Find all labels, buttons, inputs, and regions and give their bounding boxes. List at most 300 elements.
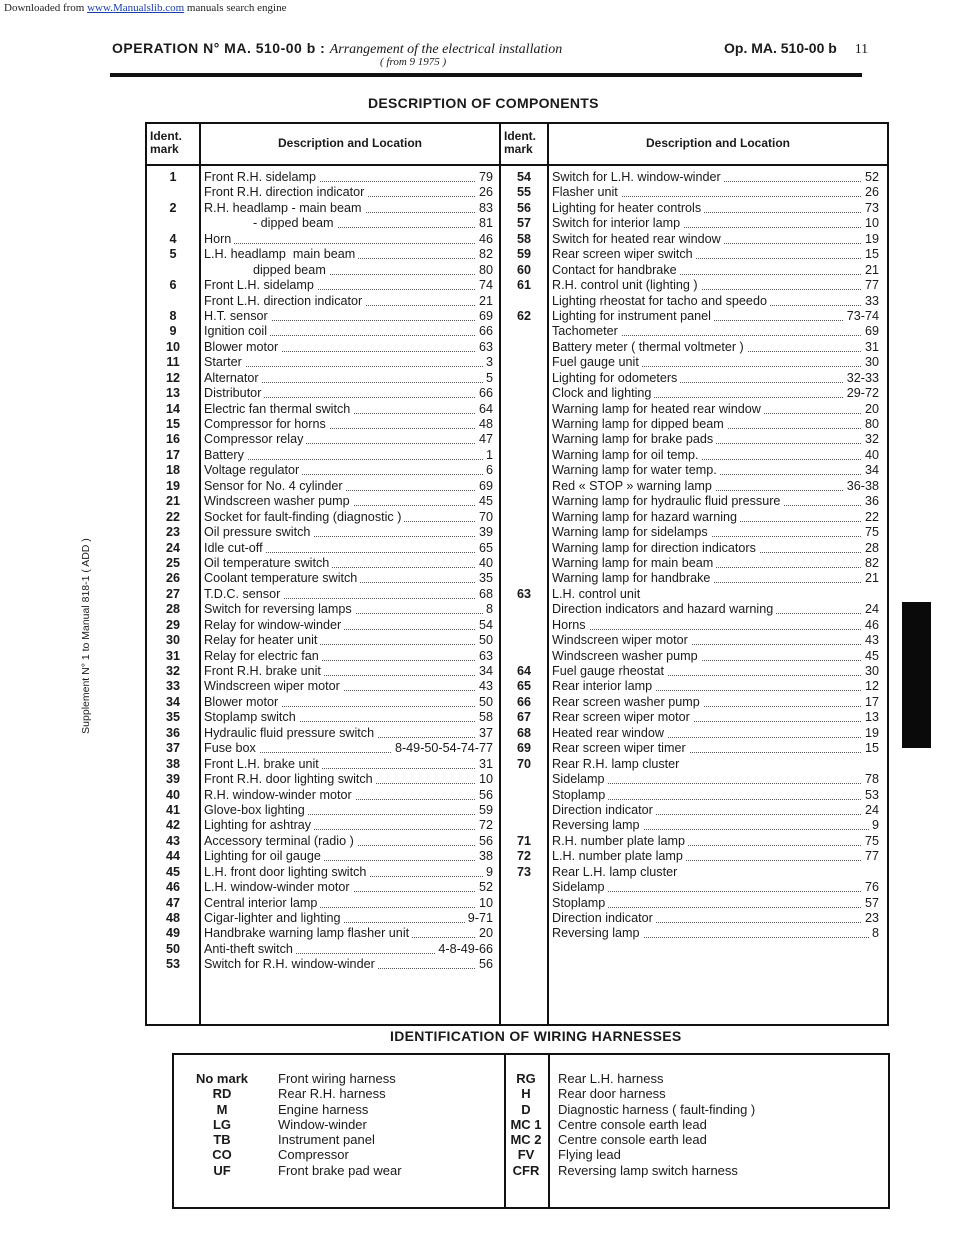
component-row — [501, 247, 885, 262]
component-name: Warning lamp for oil temp. — [552, 448, 702, 462]
component-name: Flasher unit — [552, 185, 621, 199]
component-description — [204, 602, 493, 617]
manualslib-link[interactable]: www.Manualslib.com — [87, 2, 185, 14]
harness-name: Instrument panel — [278, 1132, 375, 1148]
ident-mark: 28 — [165, 602, 180, 617]
location-ref: 8 — [869, 926, 879, 941]
component-name: T.D.C. sensor — [204, 587, 283, 601]
ident-mark: 54 — [516, 170, 531, 184]
ident-mark: 49 — [165, 926, 180, 941]
ident-mark: 64 — [516, 664, 531, 678]
component-row — [147, 556, 499, 571]
component-name: dipped beam — [204, 263, 329, 277]
component-description — [552, 309, 879, 324]
ident-mark: 47 — [165, 895, 180, 910]
location-ref: 68 — [476, 587, 493, 602]
component-description — [204, 263, 493, 278]
harness-code: TB — [213, 1132, 231, 1148]
location-ref: 59 — [476, 803, 493, 818]
component-row — [501, 309, 885, 324]
component-row — [147, 541, 499, 556]
component-description — [552, 263, 879, 278]
component-row — [501, 232, 885, 247]
leader-dots — [552, 629, 879, 630]
location-ref: 21 — [862, 263, 879, 278]
leader-dots — [204, 366, 493, 367]
component-description — [552, 201, 879, 216]
location-ref: 48 — [476, 417, 493, 432]
component-description — [204, 371, 493, 386]
location-ref: 43 — [476, 679, 493, 694]
component-row — [501, 726, 885, 741]
component-description — [552, 803, 879, 818]
location-ref: 24 — [862, 803, 879, 818]
component-description — [204, 494, 493, 509]
component-description — [552, 417, 879, 432]
location-ref: 17 — [862, 695, 879, 710]
component-name: Stoplamp — [552, 788, 608, 802]
component-description — [204, 679, 493, 694]
component-name: Sidelamp — [552, 880, 608, 894]
harness-name: Engine harness — [278, 1101, 369, 1117]
component-description — [552, 757, 879, 772]
ident-mark: 48 — [165, 911, 180, 925]
ident-mark: 16 — [165, 432, 180, 447]
component-description — [552, 571, 879, 586]
component-description — [204, 201, 493, 216]
header-desc-right: Description and Location — [645, 136, 790, 150]
component-name: Front R.H. direction indicator — [204, 185, 367, 199]
operation-description: Arrangement of the electrical installation — [329, 42, 563, 57]
location-ref: 30 — [862, 664, 879, 679]
location-ref: 21 — [862, 571, 879, 586]
component-row — [147, 386, 499, 401]
component-name: L.H. control unit — [552, 587, 643, 601]
component-name: Windscreen washer pump — [552, 649, 701, 663]
component-name: Front R.H. brake unit — [204, 664, 324, 678]
component-name: Sidelamp — [552, 772, 608, 786]
component-description — [552, 679, 879, 694]
component-row — [501, 849, 885, 864]
harness-code: RD — [212, 1086, 232, 1102]
harness-name: Compressor — [278, 1147, 349, 1163]
component-description — [552, 896, 879, 911]
ident-mark: 25 — [165, 555, 180, 570]
component-name: Reversing lamp — [552, 818, 643, 832]
component-description — [552, 463, 879, 478]
harness-name: Rear L.H. harness — [558, 1071, 664, 1086]
component-description — [552, 633, 879, 648]
component-row — [501, 340, 885, 355]
harnesses-table — [172, 1053, 890, 1209]
component-name: Alternator — [204, 371, 262, 385]
component-description — [204, 788, 493, 803]
ident-mark: 8 — [169, 308, 177, 323]
harness-left-names — [278, 1071, 502, 1178]
component-name: Battery meter ( thermal voltmeter ) — [552, 340, 747, 354]
ident-mark: 27 — [165, 586, 180, 601]
component-name: Starter — [204, 355, 245, 369]
location-ref: 9 — [483, 865, 493, 880]
component-name: Switch for heated rear window — [552, 232, 724, 246]
ident-mark: 35 — [165, 710, 180, 725]
location-ref: 9-71 — [465, 911, 493, 926]
location-ref: 50 — [476, 695, 493, 710]
component-description — [552, 618, 879, 633]
component-description — [204, 170, 493, 185]
ident-mark: 72 — [516, 849, 531, 864]
component-description — [552, 386, 879, 401]
component-row — [501, 278, 885, 293]
location-ref: 29-72 — [844, 386, 879, 401]
component-name: Relay for heater unit — [204, 633, 320, 647]
ident-mark: 40 — [165, 787, 180, 802]
component-row — [501, 371, 885, 386]
component-name: Cigar-lighter and lighting — [204, 911, 344, 925]
component-row — [147, 957, 499, 972]
component-description — [552, 278, 879, 293]
component-row — [147, 587, 499, 602]
header-ident-left: Ident. mark — [150, 129, 182, 156]
ident-mark: 1 — [169, 170, 177, 184]
component-row — [501, 417, 885, 432]
ident-mark: 15 — [165, 417, 180, 431]
components-table — [145, 122, 889, 1026]
component-description — [552, 247, 879, 262]
component-name: Lighting rheostat for tacho and speedo — [552, 294, 770, 308]
component-description — [204, 340, 493, 355]
location-ref: 69 — [862, 324, 879, 339]
location-ref: 15 — [862, 741, 879, 756]
component-description — [552, 865, 879, 880]
ident-mark: 2 — [169, 200, 177, 215]
location-ref: 77 — [862, 278, 879, 293]
component-row — [147, 849, 499, 864]
location-ref: 63 — [476, 649, 493, 664]
component-name: Rear R.H. lamp cluster — [552, 757, 682, 771]
component-description — [204, 865, 493, 880]
component-row — [147, 185, 499, 200]
component-description — [552, 402, 879, 417]
ident-mark: 34 — [165, 694, 180, 709]
location-ref: 66 — [476, 324, 493, 339]
harness-right-names — [558, 1071, 878, 1178]
harness-code: FV — [517, 1147, 535, 1163]
component-name: Central interior lamp — [204, 896, 320, 910]
component-row — [147, 201, 499, 216]
component-row — [147, 710, 499, 725]
component-row — [147, 618, 499, 633]
component-row — [501, 386, 885, 401]
component-description — [204, 294, 493, 309]
location-ref: 52 — [862, 170, 879, 185]
component-name: Warning lamp for brake pads — [552, 432, 716, 446]
component-name: Relay for window-winder — [204, 618, 344, 632]
component-name: Compressor relay — [204, 432, 306, 446]
location-ref: 26 — [862, 185, 879, 200]
harness-right-codes — [504, 1071, 548, 1178]
location-ref: 58 — [476, 710, 493, 725]
location-ref: 28 — [862, 541, 879, 556]
component-description — [552, 710, 879, 725]
ident-mark: 9 — [169, 324, 177, 339]
component-row — [147, 448, 499, 463]
component-row — [501, 633, 885, 648]
component-row — [147, 309, 499, 324]
location-ref: 73-74 — [844, 309, 879, 324]
components-right-list — [501, 170, 885, 942]
location-ref: 35 — [476, 571, 493, 586]
component-name: Rear screen wiper motor — [552, 710, 693, 724]
ident-mark: 17 — [165, 447, 180, 462]
component-row — [147, 463, 499, 478]
component-description — [552, 340, 879, 355]
component-row — [501, 926, 885, 941]
component-name: Warning lamp for main beam — [552, 556, 716, 570]
component-row — [147, 649, 499, 664]
component-description — [552, 911, 879, 926]
component-description — [204, 448, 493, 463]
component-name: Fuel gauge rheostat — [552, 664, 667, 678]
ident-mark: 36 — [165, 725, 180, 740]
component-name: Windscreen wiper motor — [552, 633, 691, 647]
component-name: Windscreen wiper motor — [204, 679, 343, 693]
component-description — [552, 432, 879, 447]
ident-mark: 55 — [516, 185, 531, 200]
location-ref: 82 — [476, 247, 493, 262]
ident-mark: 18 — [165, 463, 180, 478]
component-description — [552, 294, 879, 309]
components-title: DESCRIPTION OF COMPONENTS — [368, 95, 599, 111]
location-ref: 56 — [476, 834, 493, 849]
harnesses-title: IDENTIFICATION OF WIRING HARNESSES — [390, 1028, 682, 1044]
supplement-note-text: Supplement N° 1 to Manual 818-1 ( ADD ) — [80, 538, 92, 734]
harness-code: D — [521, 1101, 531, 1117]
component-name: Front L.H. sidelamp — [204, 278, 317, 292]
component-description — [204, 247, 493, 262]
component-row — [501, 695, 885, 710]
operation-code-header — [724, 40, 868, 58]
component-description — [552, 587, 879, 602]
component-row — [501, 402, 885, 417]
component-description — [204, 664, 493, 679]
component-row — [147, 834, 499, 849]
component-row — [501, 896, 885, 911]
component-row — [501, 170, 885, 185]
section-tab-marker — [902, 602, 931, 748]
location-ref: 72 — [476, 818, 493, 833]
harness-name: Centre console earth lead — [558, 1132, 707, 1148]
operation-title — [112, 40, 562, 58]
component-name: L.H. front door lighting switch — [204, 865, 369, 879]
harness-code: H — [521, 1086, 531, 1102]
component-row — [147, 324, 499, 339]
component-row — [147, 571, 499, 586]
component-description — [552, 525, 879, 540]
location-ref: 13 — [862, 710, 879, 725]
component-row — [147, 818, 499, 833]
component-description — [552, 849, 879, 864]
component-name: Lighting for oil gauge — [204, 849, 324, 863]
component-row — [147, 432, 499, 447]
ident-mark: 59 — [516, 247, 531, 262]
component-description — [552, 726, 879, 741]
component-name: Warning lamp for direction indicators — [552, 541, 759, 555]
component-description — [204, 232, 493, 247]
location-ref: 74 — [476, 278, 493, 293]
component-row — [147, 772, 499, 787]
location-ref: 69 — [476, 479, 493, 494]
component-name: L.H. number plate lamp — [552, 849, 686, 863]
component-name: Fuse box — [204, 741, 259, 755]
location-ref: 45 — [862, 649, 879, 664]
component-name: Direction indicator — [552, 911, 656, 925]
location-ref: 33 — [862, 294, 879, 309]
component-row — [147, 757, 499, 772]
harness-code: LG — [212, 1116, 232, 1132]
component-name: R.H. headlamp - main beam — [204, 201, 365, 215]
component-name: Reversing lamp — [552, 926, 643, 940]
component-row — [147, 803, 499, 818]
component-name: Stoplamp switch — [204, 710, 299, 724]
harness-code: M — [216, 1101, 228, 1117]
component-row — [501, 494, 885, 509]
component-row — [147, 679, 499, 694]
component-name: Oil pressure switch — [204, 525, 313, 539]
component-description — [204, 355, 493, 370]
component-row — [147, 788, 499, 803]
component-row — [147, 216, 499, 231]
component-description — [552, 448, 879, 463]
ident-mark: 63 — [516, 586, 531, 601]
component-description — [552, 216, 879, 231]
component-name: Warning lamp for heated rear window — [552, 402, 764, 416]
component-name: Battery — [204, 448, 247, 462]
component-row — [501, 479, 885, 494]
location-ref: 8-49-50-54-74-77 — [392, 741, 493, 756]
component-name: Front L.H. direction indicator — [204, 294, 365, 308]
component-row — [147, 479, 499, 494]
ident-mark: 69 — [516, 741, 531, 756]
component-description — [204, 896, 493, 911]
location-ref: 3 — [483, 355, 493, 370]
component-description — [552, 649, 879, 664]
component-name: Rear L.H. lamp cluster — [552, 865, 680, 879]
component-name: L.H. window-winder motor — [204, 880, 353, 894]
component-name: Blower motor — [204, 695, 281, 709]
component-row — [147, 340, 499, 355]
component-name: Rear screen wiper timer — [552, 741, 689, 755]
ident-mark: 61 — [516, 278, 531, 293]
component-row — [501, 571, 885, 586]
ident-mark: 14 — [165, 401, 180, 416]
component-description — [204, 957, 493, 972]
component-row — [147, 232, 499, 247]
location-ref: 40 — [476, 556, 493, 571]
component-name: Idle cut-off — [204, 541, 266, 555]
location-ref: 36 — [862, 494, 879, 509]
component-row — [147, 602, 499, 617]
component-description — [552, 479, 879, 494]
component-name: Hydraulic fluid pressure switch — [204, 726, 377, 740]
harness-code: No mark — [195, 1071, 249, 1086]
component-description — [204, 587, 493, 602]
location-ref: 15 — [862, 247, 879, 262]
location-ref: 75 — [862, 834, 879, 849]
component-description — [552, 355, 879, 370]
component-name: Sensor for No. 4 cylinder — [204, 479, 346, 493]
component-name: Horns — [552, 618, 589, 632]
component-name: Contact for handbrake — [552, 263, 680, 277]
operation-code: Op. MA. 510-00 b — [724, 40, 837, 56]
ident-mark: 62 — [516, 308, 531, 323]
component-row — [501, 510, 885, 525]
component-description — [204, 695, 493, 710]
component-description — [204, 185, 493, 200]
component-name: Warning lamp for sidelamps — [552, 525, 711, 539]
location-ref: 38 — [476, 849, 493, 864]
location-ref: 52 — [476, 880, 493, 895]
ident-mark: 66 — [516, 694, 531, 709]
component-description — [552, 926, 879, 941]
component-description — [204, 402, 493, 417]
component-name: Warning lamp for hazard warning — [552, 510, 740, 524]
supplement-note — [76, 540, 96, 740]
ident-mark: 39 — [165, 772, 180, 787]
component-description — [204, 926, 493, 941]
location-ref: 9 — [869, 818, 879, 833]
component-name: Direction indicator — [552, 803, 656, 817]
component-name: Warning lamp for water temp. — [552, 463, 720, 477]
component-description — [204, 479, 493, 494]
component-description — [204, 571, 493, 586]
ident-mark: 26 — [165, 571, 180, 586]
location-ref: 32-33 — [844, 371, 879, 386]
ident-mark: 70 — [516, 756, 531, 771]
component-row — [501, 432, 885, 447]
component-row — [501, 263, 885, 278]
component-description — [552, 185, 879, 200]
component-name: Front L.H. brake unit — [204, 757, 322, 771]
component-description — [204, 772, 493, 787]
location-ref: 20 — [476, 926, 493, 941]
component-description — [552, 834, 879, 849]
component-name: Stoplamp — [552, 896, 608, 910]
ident-mark: 46 — [165, 880, 180, 895]
ident-mark: 57 — [516, 216, 531, 231]
location-ref: 76 — [862, 880, 879, 895]
component-name: Warning lamp for handbrake — [552, 571, 713, 585]
location-ref: 80 — [476, 263, 493, 278]
ident-mark: 68 — [516, 725, 531, 740]
location-ref: 50 — [476, 633, 493, 648]
ident-mark: 24 — [165, 540, 180, 555]
ident-mark: 42 — [165, 818, 180, 833]
location-ref: 69 — [476, 309, 493, 324]
harness-code: MC 2 — [510, 1132, 542, 1148]
component-row — [147, 525, 499, 540]
ident-mark: 11 — [166, 355, 180, 370]
component-name: Warning lamp for dipped beam — [552, 417, 727, 431]
component-row — [147, 402, 499, 417]
ident-mark: 22 — [165, 509, 180, 524]
ident-mark: 73 — [516, 864, 531, 879]
table-header-rule — [147, 164, 887, 166]
component-description — [204, 942, 493, 957]
component-name: R.H. window-winder motor — [204, 788, 355, 802]
harness-name: Window-winder — [278, 1116, 367, 1132]
ident-mark: 50 — [165, 941, 180, 956]
